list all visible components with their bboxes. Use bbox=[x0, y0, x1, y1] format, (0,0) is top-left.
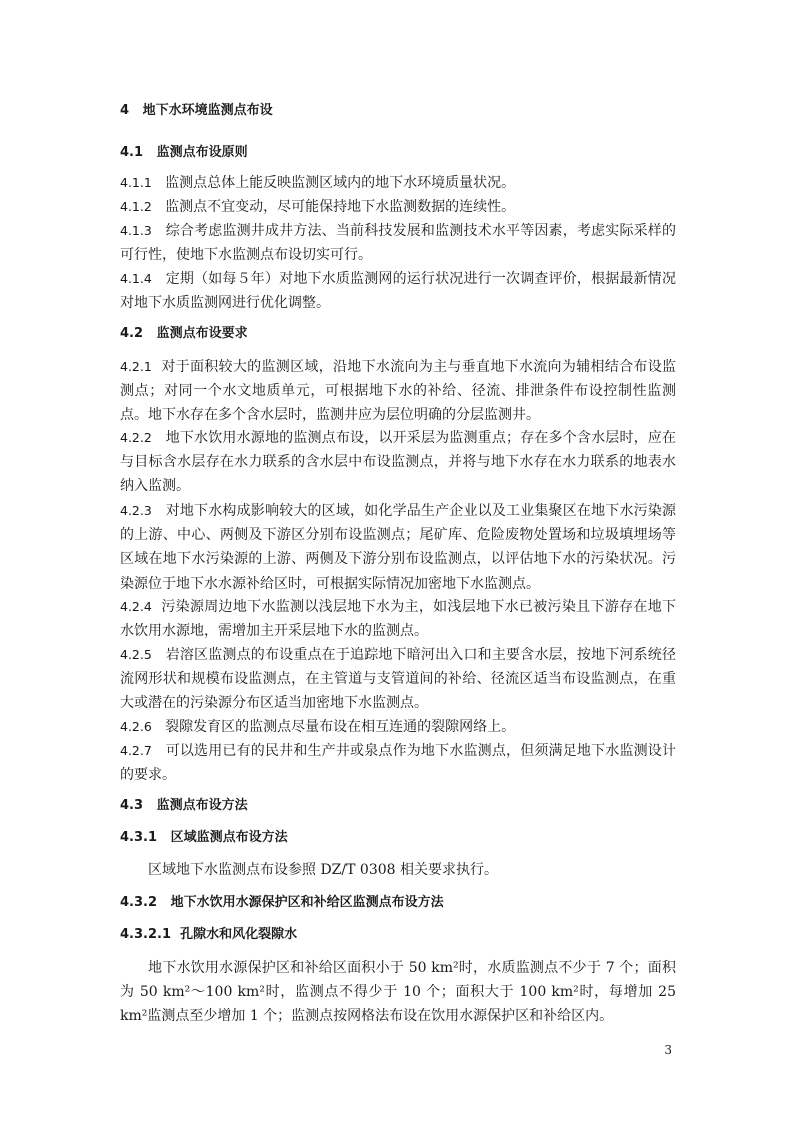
clause-number: 4.1.1 bbox=[120, 175, 152, 190]
section-4-3-1-heading bbox=[120, 826, 676, 850]
clause-4-2-3 bbox=[120, 499, 676, 596]
clause-4-2-7 bbox=[120, 739, 676, 787]
clause-4-2-6 bbox=[120, 715, 676, 739]
clause-4-2-2 bbox=[120, 426, 676, 499]
section-4-heading bbox=[120, 99, 676, 123]
clause-text: 岩溶区监测点的布设重点在于追踪地下暗河出入口和主要含水层，按地下河系统径流网形状和规模布设监测点，在主管道与支管道间的补给、径流区适当布设监测点，在重大或潜在的污染源分布区适当加密地下水监测点。 bbox=[120, 647, 676, 712]
clause-text: 可以选用已有的民井和生产井或泉点作为地下水监测点，但须满足地下水监测设计的要求。 bbox=[120, 743, 676, 784]
paragraph-4-3-2-1: 地下水饮用水源保护区和补给区面积小于 50 km²时，水质监测点不少于 7 个；面积为 50 km²～100 km²时，监测点不得少于 10 个；面积大于 100 km²时，每增加 25 km²监测点至少增加 1 个；监测点按网格法布设在饮用水源保护区和补给区内。 bbox=[120, 960, 676, 1025]
paragraph-4-3-1: 区域地下水监测点布设参照 DZ/T 0308 相关要求执行。 bbox=[148, 862, 498, 878]
clause-number: 4.2.5 bbox=[120, 647, 152, 662]
clause-text: 污染源周边地下水监测以浅层地下水为主，如浅层地下水已被污染且下游存在地下水饮用水源地，需增加主开采层地下水的监测点。 bbox=[120, 599, 676, 640]
clause-number: 4.1.3 bbox=[120, 223, 152, 238]
section-title: 监测点布设原则 bbox=[156, 145, 248, 160]
clause-number: 4.2.7 bbox=[120, 743, 152, 758]
clause-text: 对于面积较大的监测区域，沿地下水流向为主与垂直地下水流向为辅相结合布设监测点；对同一个水文地质单元，可根据地下水的补给、径流、排泄条件布设控制性监测点。地下水存在多个含水层时，监测井应为层位明确的分层监测井。 bbox=[120, 359, 676, 424]
section-number: 4.1 bbox=[120, 145, 144, 160]
clause-text: 监测点不宜变动，尽可能保持地下水监测数据的连续性。 bbox=[165, 199, 516, 215]
clause-4-1-3 bbox=[120, 219, 676, 267]
clause-number: 4.2.3 bbox=[120, 503, 152, 518]
section-title: 地下水饮用水源保护区和补给区监测点布设方法 bbox=[170, 895, 444, 910]
clause-text: 综合考虑监测井成井方法、当前科技发展和监测技术水平等因素，考虑实际采样的可行性，使地下水监测点布设切实可行。 bbox=[120, 223, 676, 264]
section-number: 4.3.2 bbox=[120, 895, 158, 910]
clause-text: 对地下水构成影响较大的区域，如化学品生产企业以及工业集聚区在地下水污染源的上游、中心、两侧及下游区分别布设监测点；尾矿库、危险废物处置场和垃圾填埋场等区域在地下水污染源的上游、两侧及下游分别布设监测点，以评估地下水的污染状况。污染源位于地下水水源补给区时，可根据实际情况加密地下水监测点。 bbox=[120, 503, 676, 592]
section-number: 4.3.1 bbox=[120, 830, 158, 845]
clause-text: 地下水饮用水源地的监测点布设，以开采层为监测重点；存在多个含水层时，应在与目标含水层存在水力联系的含水层中布设监测点，并将与地下水存在水力联系的地表水纳入监测。 bbox=[120, 430, 676, 495]
clause-text: 裂隙发育区的监测点尽量布设在相互连通的裂隙网络上。 bbox=[165, 719, 516, 735]
section-4-3-heading bbox=[120, 794, 676, 818]
clause-4-2-5 bbox=[120, 643, 676, 716]
clause-number: 4.2.1 bbox=[120, 359, 152, 374]
clause-4-1-4 bbox=[120, 267, 676, 315]
clause-number: 4.1.4 bbox=[120, 271, 152, 286]
section-title: 地下水环境监测点布设 bbox=[142, 103, 273, 118]
section-number: 4.3 bbox=[120, 798, 144, 813]
section-4-3-2-1-heading bbox=[120, 923, 676, 947]
section-title: 监测点布设方法 bbox=[156, 798, 248, 813]
section-title: 监测点布设要求 bbox=[156, 326, 248, 341]
section-title: 区域监测点布设方法 bbox=[170, 830, 288, 845]
clause-4-2-1 bbox=[120, 355, 676, 428]
clause-number: 4.2.4 bbox=[120, 599, 152, 614]
clause-text: 定期（如每５年）对地下水质监测网的运行状况进行一次调查评价，根据最新情况对地下水质监测网进行优化调整。 bbox=[120, 271, 676, 312]
clause-text: 监测点总体上能反映监测区域内的地下水环境质量状况。 bbox=[165, 175, 516, 191]
section-number: 4.2 bbox=[120, 326, 144, 341]
section-4-2-heading bbox=[120, 322, 676, 346]
clause-number: 4.1.2 bbox=[120, 199, 152, 214]
page-number: 3 bbox=[664, 1043, 672, 1057]
clause-number: 4.2.2 bbox=[120, 430, 152, 445]
clause-4-1-2 bbox=[120, 195, 676, 219]
clause-number: 4.2.6 bbox=[120, 719, 152, 734]
section-number: 4.3.2.1 bbox=[120, 927, 171, 942]
clause-4-1-1 bbox=[120, 171, 676, 195]
clause-4-2-4 bbox=[120, 595, 676, 643]
section-4-1-heading bbox=[120, 141, 676, 165]
section-number: 4 bbox=[120, 103, 130, 118]
section-title: 孔隙水和风化裂隙水 bbox=[180, 927, 298, 942]
section-4-3-2-heading bbox=[120, 891, 676, 915]
